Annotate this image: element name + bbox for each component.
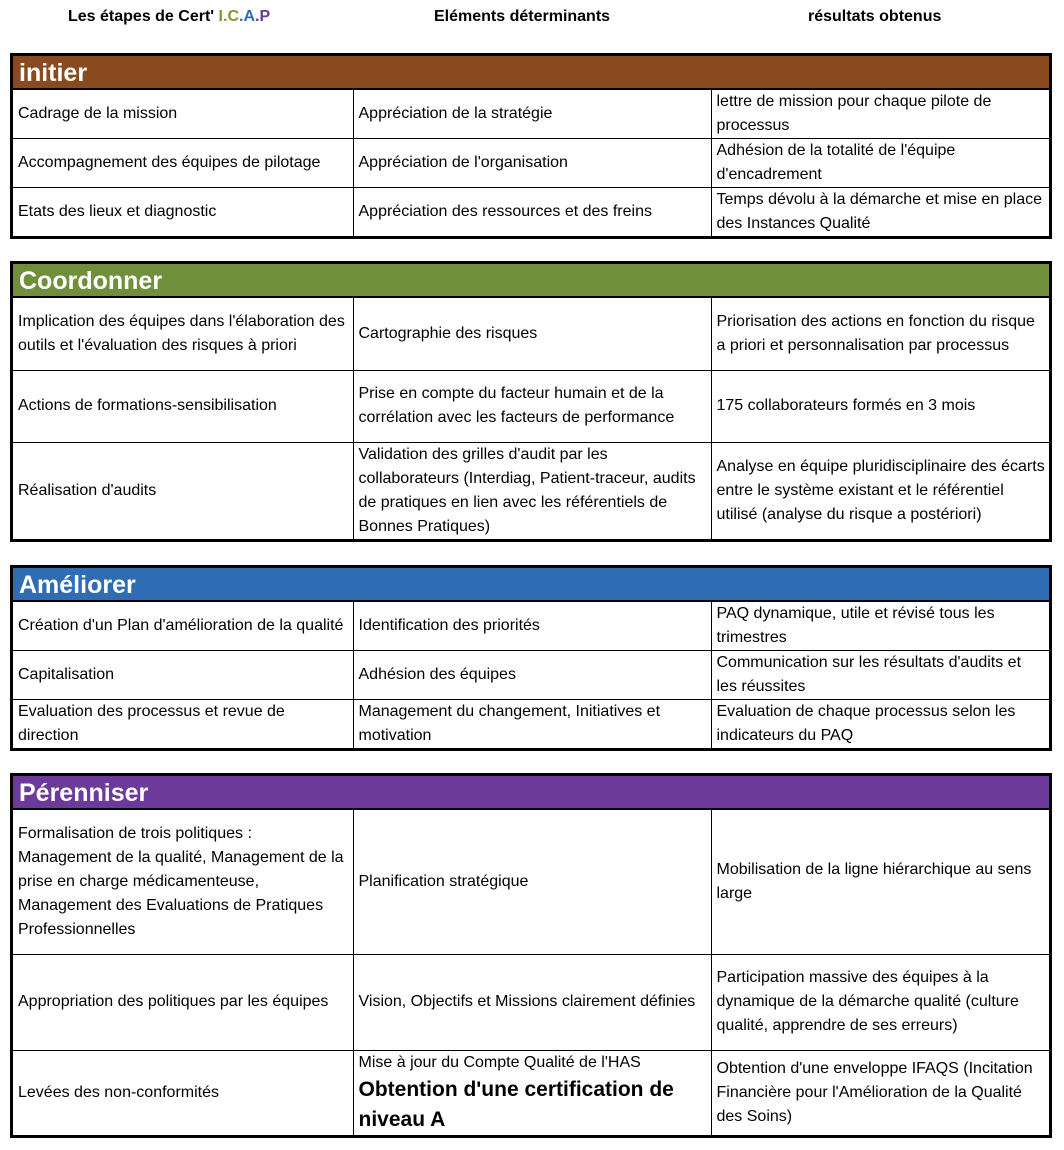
section-perenniser (10, 773, 1052, 1138)
header-steps-prefix: Les étapes de Cert' (68, 8, 219, 25)
cell-result: Analyse en équipe pluridisciplinaire des écarts entre le système existant et le référentiel utilisé (analyse du risque a postériori) (711, 442, 1049, 539)
section-title-initier: initier (13, 56, 1049, 90)
table-row (13, 298, 1049, 370)
table-row (13, 188, 1049, 237)
icap-letter-p: P (259, 8, 271, 25)
header-results: résultats obtenus (808, 8, 942, 25)
cell-element (353, 1050, 711, 1135)
cell-result: Evaluation de chaque processus selon les indicateurs du PAQ (711, 700, 1049, 749)
cell-step: Levées des non-conformités (13, 1050, 353, 1135)
cell-element: Appréciation des ressources et des freins (353, 188, 711, 237)
table-row (13, 602, 1049, 651)
cell-step: Création d'un Plan d'amélioration de la qualité (13, 602, 353, 651)
cell-step: Implication des équipes dans l'élaboration des outils et l'évaluation des risques à priori (13, 298, 353, 370)
cell-result: Priorisation des actions en fonction du risque a priori et personnalisation par processus (711, 298, 1049, 370)
table-row (13, 700, 1049, 749)
cell-step: Accompagnement des équipes de pilotage (13, 139, 353, 188)
cell-step: Actions de formations-sensibilisation (13, 370, 353, 442)
table-row (13, 810, 1049, 954)
cell-element: Planification stratégique (353, 810, 711, 954)
section-initier (10, 53, 1052, 239)
cell-result: Temps dévolu à la démarche et mise en place des Instances Qualité (711, 188, 1049, 237)
cell-step: Réalisation d'audits (13, 442, 353, 539)
cell-result: PAQ dynamique, utile et révisé tous les trimestres (711, 602, 1049, 651)
cell-step: Formalisation de trois politiques : Management de la qualité, Management de la prise en charge médicamenteuse, Management des Evaluations de Pratiques Professionnelles (13, 810, 353, 954)
cell-step: Evaluation des processus et revue de direction (13, 700, 353, 749)
cell-step: Etats des lieux et diagnostic (13, 188, 353, 237)
table-coordonner (13, 298, 1049, 539)
table-row (13, 442, 1049, 539)
table-row (13, 954, 1049, 1050)
cell-element: Identification des priorités (353, 602, 711, 651)
cell-element: Prise en compte du facteur humain et de la corrélation avec les facteurs de performance (353, 370, 711, 442)
cell-result: Participation massive des équipes à la dynamique de la démarche qualité (culture qualité, apprendre de ses erreurs) (711, 954, 1049, 1050)
cell-step: Appropriation des politiques par les équipes (13, 954, 353, 1050)
column-headers (0, 0, 1064, 36)
cell-result: Communication sur les résultats d'audits et les réussites (711, 651, 1049, 700)
section-ameliorer (10, 565, 1052, 751)
cell-step: Capitalisation (13, 651, 353, 700)
table-initier (13, 90, 1049, 236)
cell-element-text: Mise à jour du Compte Qualité de l'HAS (358, 1053, 641, 1071)
cell-element: Validation des grilles d'audit par les collaborateurs (Interdiag, Patient-traceur, audits de pratiques en lien avec les référentiels de Bonnes Pratiques) (353, 442, 711, 539)
cell-result: Mobilisation de la ligne hiérarchique au sens large (711, 810, 1049, 954)
section-title-perenniser: Pérenniser (13, 776, 1049, 810)
icap-letter-c: C (227, 8, 239, 25)
table-row (13, 651, 1049, 700)
cell-result: lettre de mission pour chaque pilote de processus (711, 90, 1049, 139)
cell-element: Adhésion des équipes (353, 651, 711, 700)
icap-dot: . (222, 8, 228, 25)
header-steps (68, 8, 270, 26)
table-row (13, 370, 1049, 442)
table-row (13, 90, 1049, 139)
cell-element: Appréciation de la stratégie (353, 90, 711, 139)
table-row (13, 1050, 1049, 1135)
table-perenniser (13, 810, 1049, 1135)
icap-letter-i: I (218, 8, 223, 25)
table-ameliorer (13, 602, 1049, 748)
cell-result: Adhésion de la totalité de l'équipe d'encadrement (711, 139, 1049, 188)
table-row (13, 139, 1049, 188)
section-coordonner (10, 261, 1052, 542)
header-elements: Eléments déterminants (434, 8, 611, 25)
certification-highlight: Obtention d'une certification de niveau A (358, 1077, 674, 1131)
icap-dot: . (255, 8, 260, 25)
icap-dot: . (239, 8, 244, 25)
section-title-ameliorer: Améliorer (13, 568, 1049, 602)
cell-result: Obtention d'une enveloppe IFAQS (Incitation Financière pour l'Amélioration de la Qualité des Soins) (711, 1050, 1049, 1135)
cell-element: Vision, Objectifs et Missions clairement définies (353, 954, 711, 1050)
icap-letter-a: A (243, 8, 256, 25)
cell-element: Cartographie des risques (353, 298, 711, 370)
section-title-coordonner: Coordonner (13, 264, 1049, 298)
cell-step: Cadrage de la mission (13, 90, 353, 139)
cell-element: Appréciation de l'organisation (353, 139, 711, 188)
cell-result: 175 collaborateurs formés en 3 mois (711, 370, 1049, 442)
cell-element: Management du changement, Initiatives et motivation (353, 700, 711, 749)
